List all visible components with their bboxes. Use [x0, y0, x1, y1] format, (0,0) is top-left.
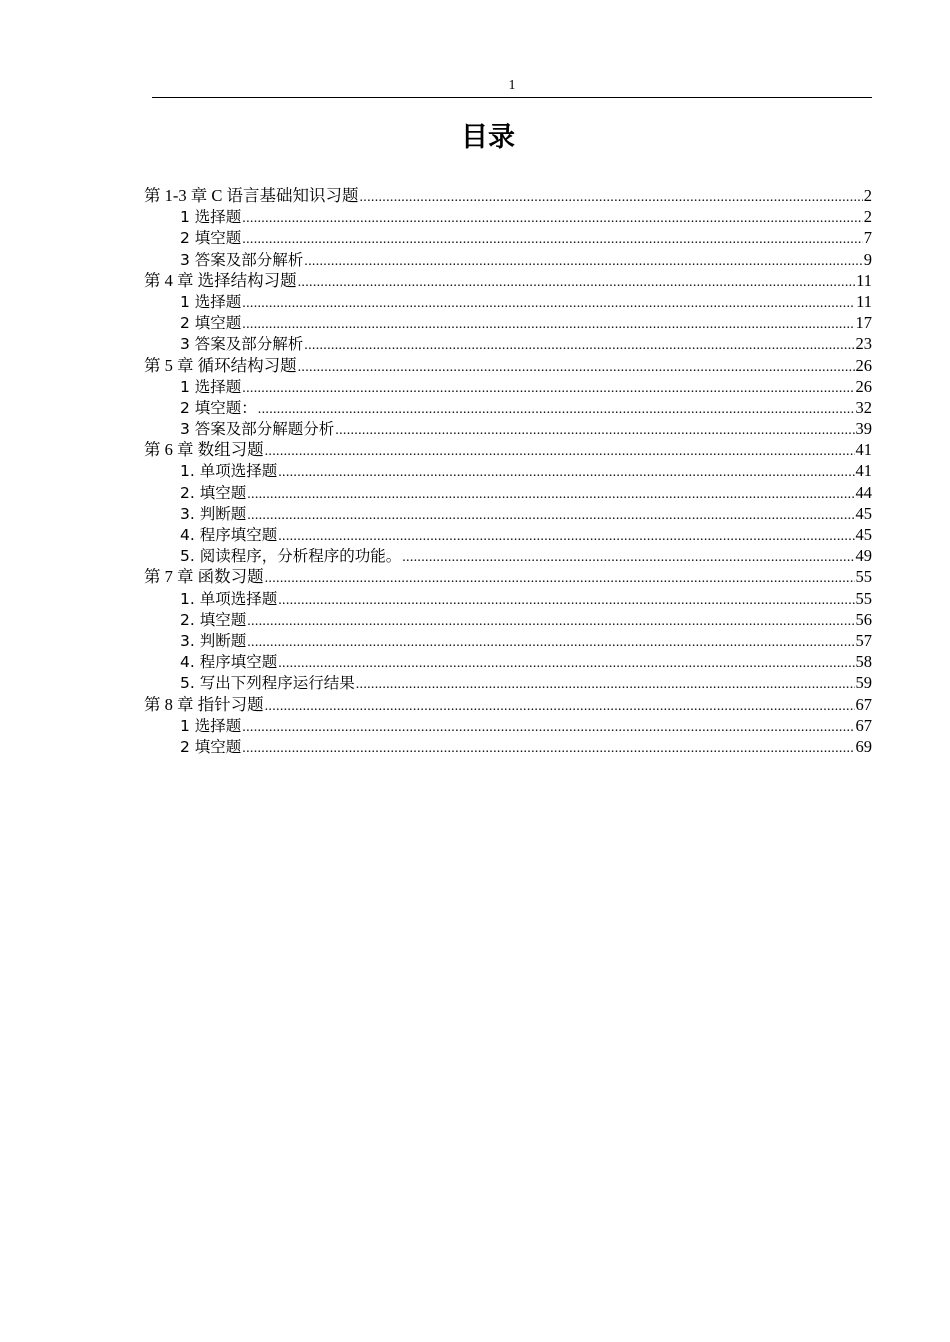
toc-entry-page-number: 41: [855, 440, 872, 460]
toc-section-entry[interactable]: [144, 227, 872, 248]
toc-chapter-entry[interactable]: [144, 270, 872, 291]
toc-chapter-entry[interactable]: [144, 439, 872, 460]
toc-title: 目录: [461, 122, 515, 153]
toc-entry-label: 2. 填空题: [180, 483, 247, 502]
toc-entry-label: 2 填空题: [180, 314, 242, 333]
toc-chapter-entry[interactable]: [144, 185, 872, 206]
toc-dot-leader: [247, 484, 854, 505]
toc-section-entry[interactable]: [144, 609, 872, 630]
toc-section-entry[interactable]: [144, 482, 872, 503]
toc-dot-leader: [278, 526, 854, 547]
toc-dot-leader: [335, 420, 854, 441]
toc-entry-page-number: 67: [855, 694, 872, 714]
toc-entry-page-number: 26: [855, 355, 872, 375]
toc-entry-label: 3 答案及部分解析: [180, 250, 304, 269]
toc-entry-label: 4. 程序填空题: [180, 526, 278, 544]
toc-dot-leader: [242, 314, 854, 335]
toc-entry-label: 1 选择题: [180, 377, 242, 396]
toc-entry-page-number: 2: [863, 186, 872, 205]
toc-dot-leader: [278, 653, 854, 674]
toc-entry-label: 3 答案及部分解题分析: [180, 420, 335, 439]
toc-entry-label: 1. 单项选择题: [180, 462, 278, 481]
toc-chapter-entry[interactable]: [144, 355, 872, 376]
toc-dot-leader: [242, 293, 855, 314]
toc-entry-label: 1. 单项选择题: [180, 589, 278, 608]
toc-entry-page-number: 2: [863, 207, 872, 227]
toc-entry-page-number: 11: [856, 291, 872, 311]
toc-entry-page-number: 32: [855, 397, 872, 417]
toc-section-entry[interactable]: [144, 249, 872, 270]
toc-entry-label: 第 4 章 选择结构习题: [144, 270, 297, 290]
toc-dot-leader: [242, 738, 854, 759]
toc-dot-leader: [242, 208, 862, 229]
toc-entry-page-number: 57: [855, 630, 872, 650]
toc-section-entry[interactable]: [144, 524, 872, 545]
toc-entry-page-number: 67: [855, 715, 872, 735]
toc-entry-label: 第 1-3 章 C 语言基础知识习题: [144, 186, 359, 205]
toc-section-entry[interactable]: [144, 545, 872, 566]
toc-section-entry[interactable]: [144, 397, 872, 418]
toc-entry-page-number: 17: [855, 313, 872, 333]
toc-entry-page-number: 23: [855, 334, 872, 354]
toc-entry-page-number: 59: [855, 673, 872, 693]
toc-entry-page-number: 49: [855, 546, 872, 566]
toc-entry-label: 第 7 章 函数习题: [144, 567, 264, 587]
toc-section-entry[interactable]: [144, 333, 872, 354]
toc-dot-leader: [247, 632, 854, 653]
toc-dot-leader: [242, 378, 854, 399]
toc-dot-leader: [278, 462, 854, 483]
toc-dot-leader: [304, 251, 862, 272]
page-number: 1: [508, 78, 516, 93]
toc-dot-leader: [242, 229, 862, 250]
toc-entry-label: 2. 填空题: [180, 610, 247, 629]
toc-entry-page-number: 26: [855, 376, 872, 396]
toc-entry-page-number: 56: [855, 609, 872, 629]
toc-dot-leader: [265, 568, 855, 589]
toc-section-entry[interactable]: [144, 715, 872, 736]
toc-section-entry[interactable]: [144, 376, 872, 397]
toc-entry-label: 2 填空题: [180, 229, 242, 248]
toc-section-entry[interactable]: [144, 291, 872, 312]
toc-entry-label: 1 选择题: [180, 208, 242, 227]
toc-entry-label: 1 选择题: [180, 292, 242, 311]
toc-section-entry[interactable]: [144, 460, 872, 481]
toc-dot-leader: [360, 187, 863, 208]
toc-entry-label: 第 5 章 循环结构习题: [144, 355, 297, 375]
toc-dot-leader: [247, 505, 854, 526]
toc-entry-label: 2 填空题: [180, 737, 242, 756]
toc-entry-label: 3. 判断题: [180, 504, 247, 523]
toc-section-entry[interactable]: [144, 312, 872, 333]
toc-dot-leader: [298, 357, 855, 378]
toc-dot-leader: [304, 335, 854, 356]
toc-entry-label: 第 6 章 数组习题: [144, 440, 264, 460]
toc-entry-page-number: 55: [855, 567, 872, 587]
toc-section-entry[interactable]: [144, 206, 872, 227]
toc-section-entry[interactable]: [144, 630, 872, 651]
toc-entry-label: 5. 写出下列程序运行结果: [180, 674, 355, 693]
toc-entry-page-number: 9: [863, 249, 872, 269]
toc-dot-leader: [298, 272, 855, 293]
toc-chapter-entry[interactable]: [144, 566, 872, 587]
toc-entry-label: 4. 程序填空题: [180, 653, 278, 672]
toc-entry-label: 5. 阅读程序，分析程序的功能。: [180, 547, 402, 566]
toc-entry-label: 3 答案及部分解析: [180, 335, 304, 354]
toc-entry-label: 3. 判断题: [180, 631, 247, 650]
header-rule: [152, 97, 872, 98]
toc-entry-page-number: 7: [863, 228, 872, 248]
toc-entry-page-number: 44: [855, 482, 872, 502]
toc-section-entry[interactable]: [144, 736, 872, 757]
toc-dot-leader: [265, 441, 855, 462]
toc-entry-label: 2 填空题：: [180, 398, 257, 417]
toc-entry-page-number: 39: [855, 419, 872, 439]
toc-section-entry[interactable]: [144, 651, 872, 672]
toc-entry-page-number: 69: [855, 736, 872, 756]
toc-dot-leader: [247, 611, 854, 632]
toc-section-entry[interactable]: [144, 418, 872, 439]
toc-dot-leader: [402, 547, 854, 568]
toc-entry-page-number: 55: [855, 588, 872, 608]
toc-entry-page-number: 45: [855, 503, 872, 523]
toc-chapter-entry[interactable]: [144, 694, 872, 715]
toc-dot-leader: [258, 399, 855, 420]
toc-section-entry[interactable]: [144, 672, 872, 693]
toc-dot-leader: [278, 590, 854, 611]
toc-entry-label: 1 选择题: [180, 716, 242, 735]
toc-section-entry[interactable]: [144, 588, 872, 609]
table-of-contents: [144, 185, 872, 757]
toc-entry-page-number: 58: [855, 652, 872, 672]
toc-dot-leader: [242, 717, 854, 738]
toc-dot-leader: [356, 674, 855, 695]
toc-entry-page-number: 41: [855, 461, 872, 481]
toc-entry-page-number: 45: [855, 525, 872, 544]
toc-dot-leader: [265, 696, 855, 717]
toc-section-entry[interactable]: [144, 503, 872, 524]
toc-entry-page-number: 11: [856, 270, 872, 290]
toc-entry-label: 第 8 章 指针习题: [144, 694, 264, 714]
